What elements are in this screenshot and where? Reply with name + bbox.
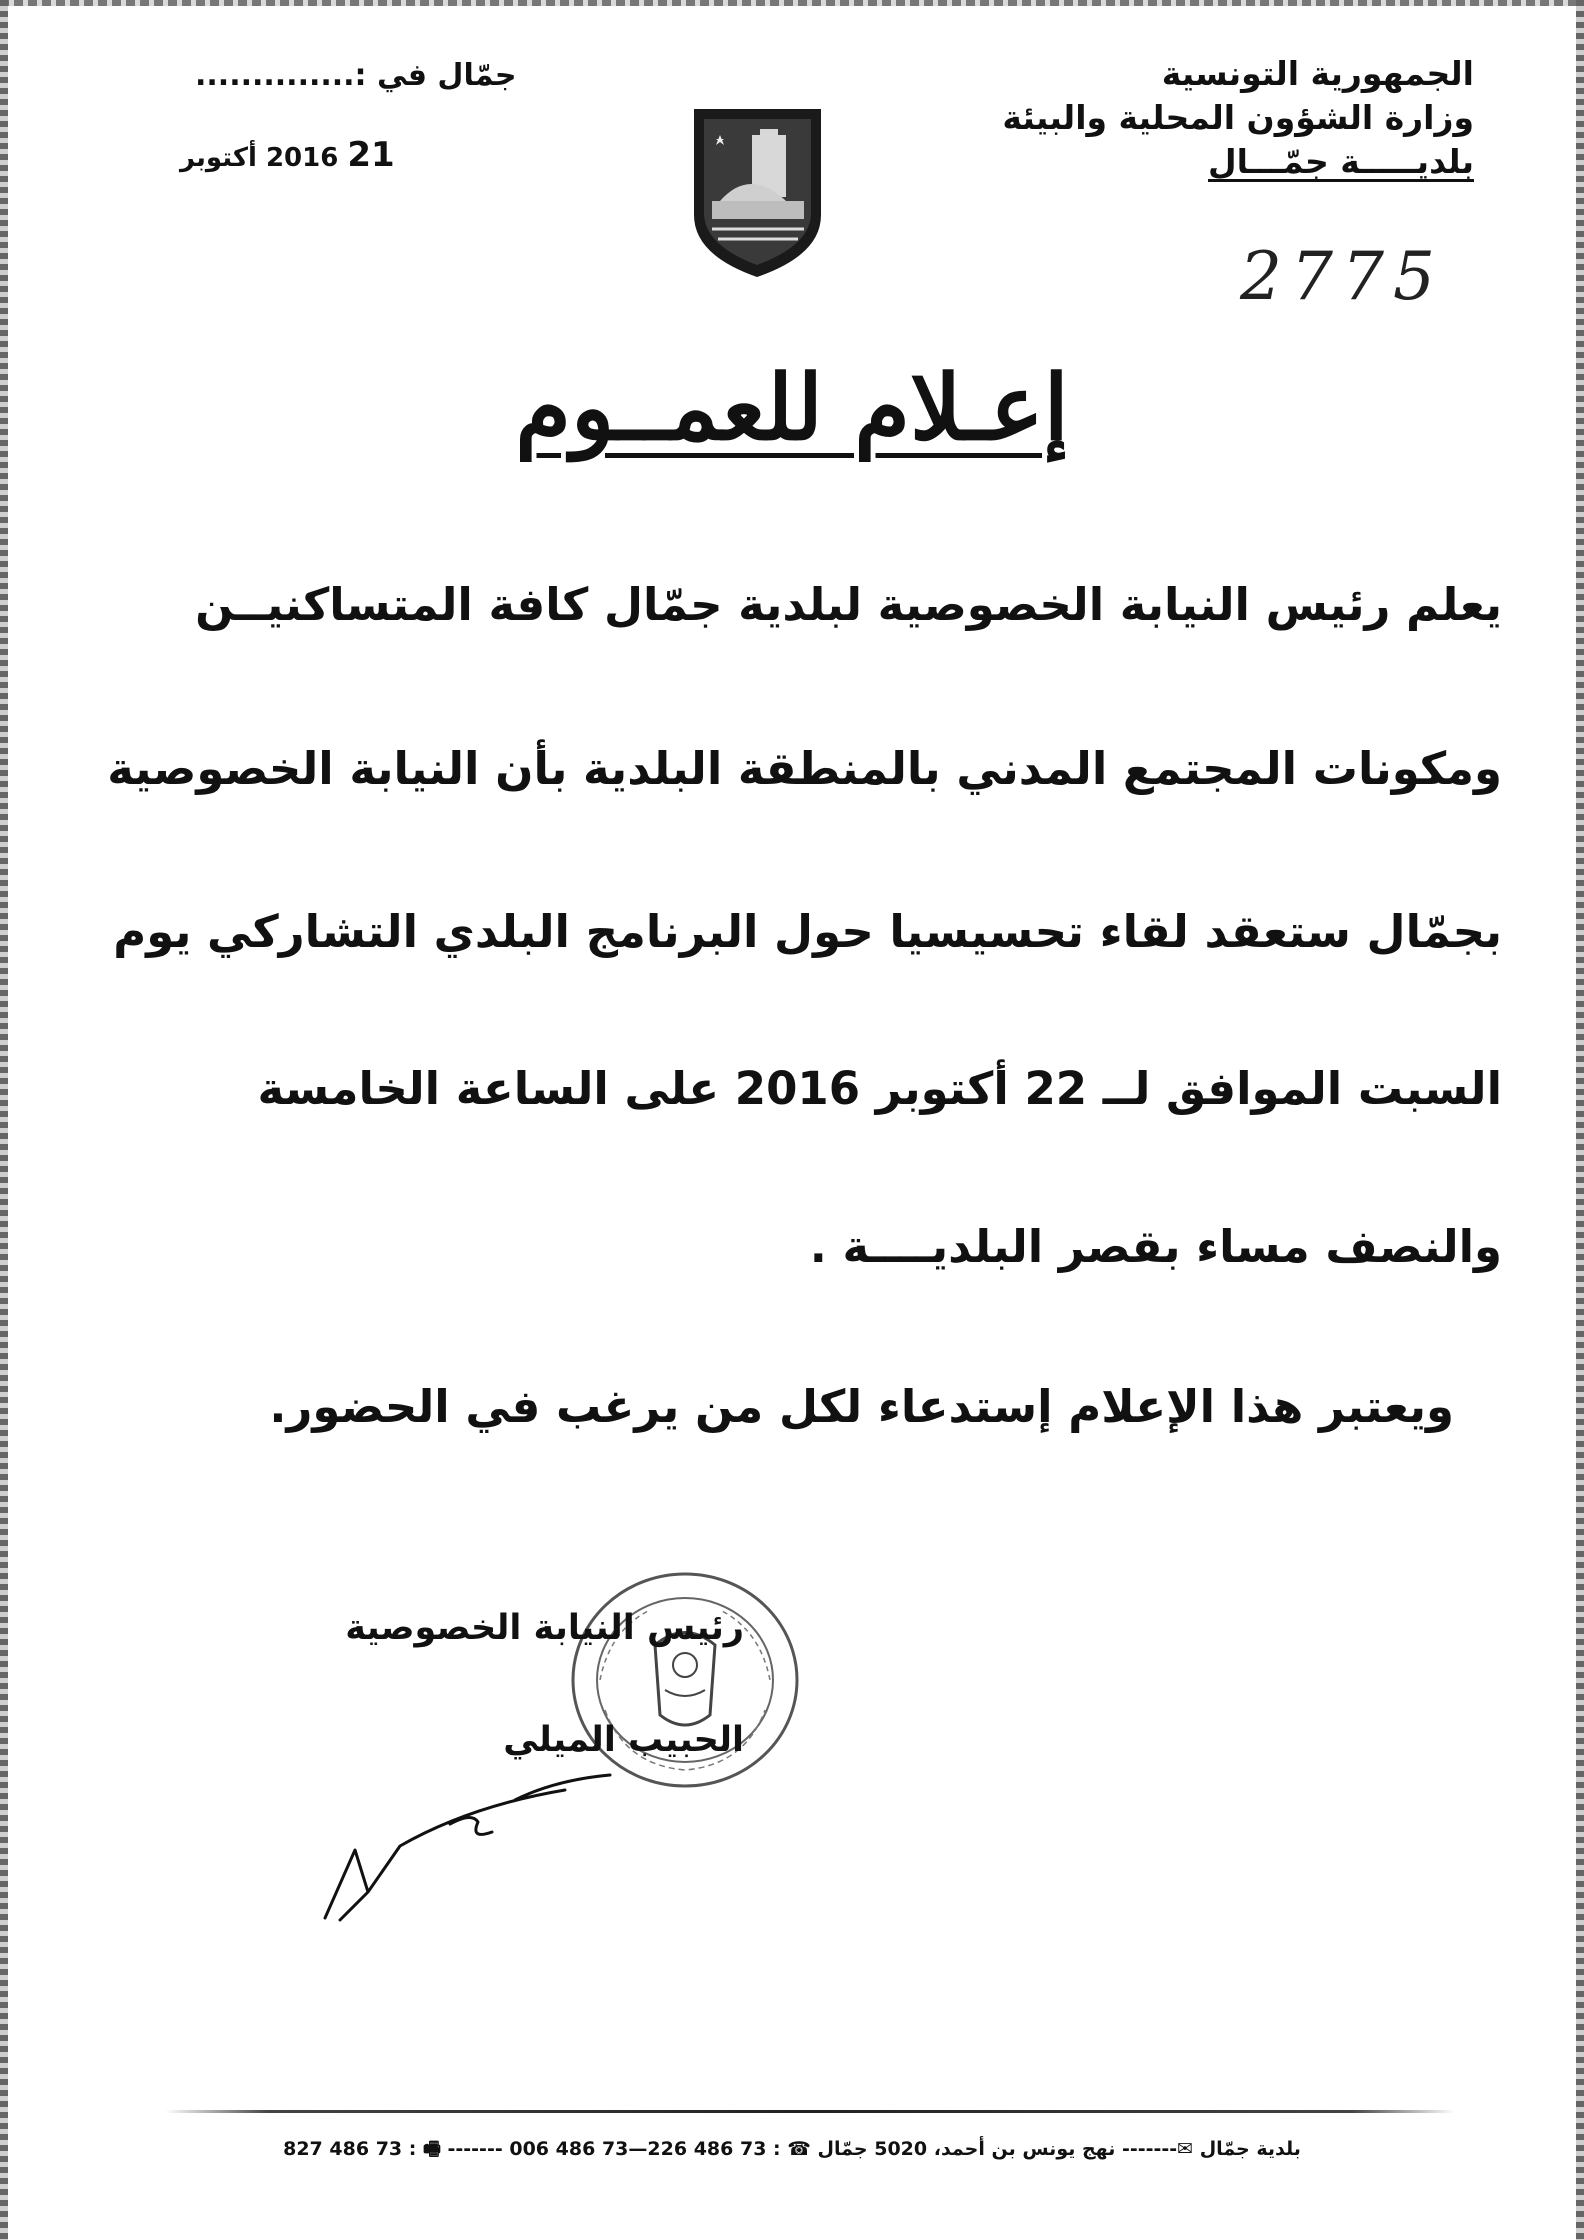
handwritten-signature-icon	[310, 1760, 640, 1930]
date-stamp	[180, 135, 395, 175]
issuer-block	[1002, 52, 1474, 184]
signatory-title: رئيس النيابة الخصوصية	[345, 1608, 744, 1648]
closing-sentence: ويعتبر هذا الإعلام إستدعاء لكل من يرغب في الحضور.	[269, 1380, 1454, 1433]
notice-title-text: إعـلام للعمــوم	[515, 355, 1069, 461]
signatory-name: الحبيب الميلي	[503, 1720, 744, 1760]
footer-rule	[165, 2110, 1455, 2113]
date-stamp-day: 21	[347, 135, 395, 175]
footer-contact: بلدية جمّال ✉------- نهج يونس بن أحمد، 5020 جمّال ☎ : 73 486 226—73 486 006 ------- 🖷 : 73 486 827	[283, 2138, 1301, 2160]
body-line-1: يعلم رئيس النيابة الخصوصية لبلدية جمّال كافة المتساكنيــن	[195, 578, 1502, 631]
issuer-municipality: بلديـــــة جمّـــال	[1208, 142, 1474, 181]
body-line-2: ومكونات المجتمع المدني بالمنطقة البلدية بأن النيابة الخصوصية	[107, 742, 1502, 795]
issuer-country: الجمهورية التونسية	[1161, 54, 1474, 93]
body-line-4: السبت الموافق لــ 22 أكتوبر 2016 على الساعة الخامسة	[257, 1062, 1502, 1115]
notice-title	[0, 355, 1584, 461]
scan-edge-left	[0, 0, 8, 2240]
body-line-3: بجمّال ستعقد لقاء تحسيسيا حول البرنامج البلدي التشاركي يوم	[113, 905, 1502, 958]
handwritten-reference-number: 2775	[1240, 238, 1444, 315]
body-line-5: والنصف مساء بقصر البلديــــة .	[809, 1220, 1502, 1273]
date-label: جمّال في :..............	[195, 58, 517, 93]
date-stamp-month-year: 2016 أكتوبر	[180, 143, 339, 173]
issuer-ministry: وزارة الشؤون المحلية والبيئة	[1002, 98, 1474, 137]
scan-edge-right	[1576, 0, 1584, 2240]
municipal-emblem-icon	[690, 105, 825, 280]
scan-edge-top	[0, 0, 1584, 6]
